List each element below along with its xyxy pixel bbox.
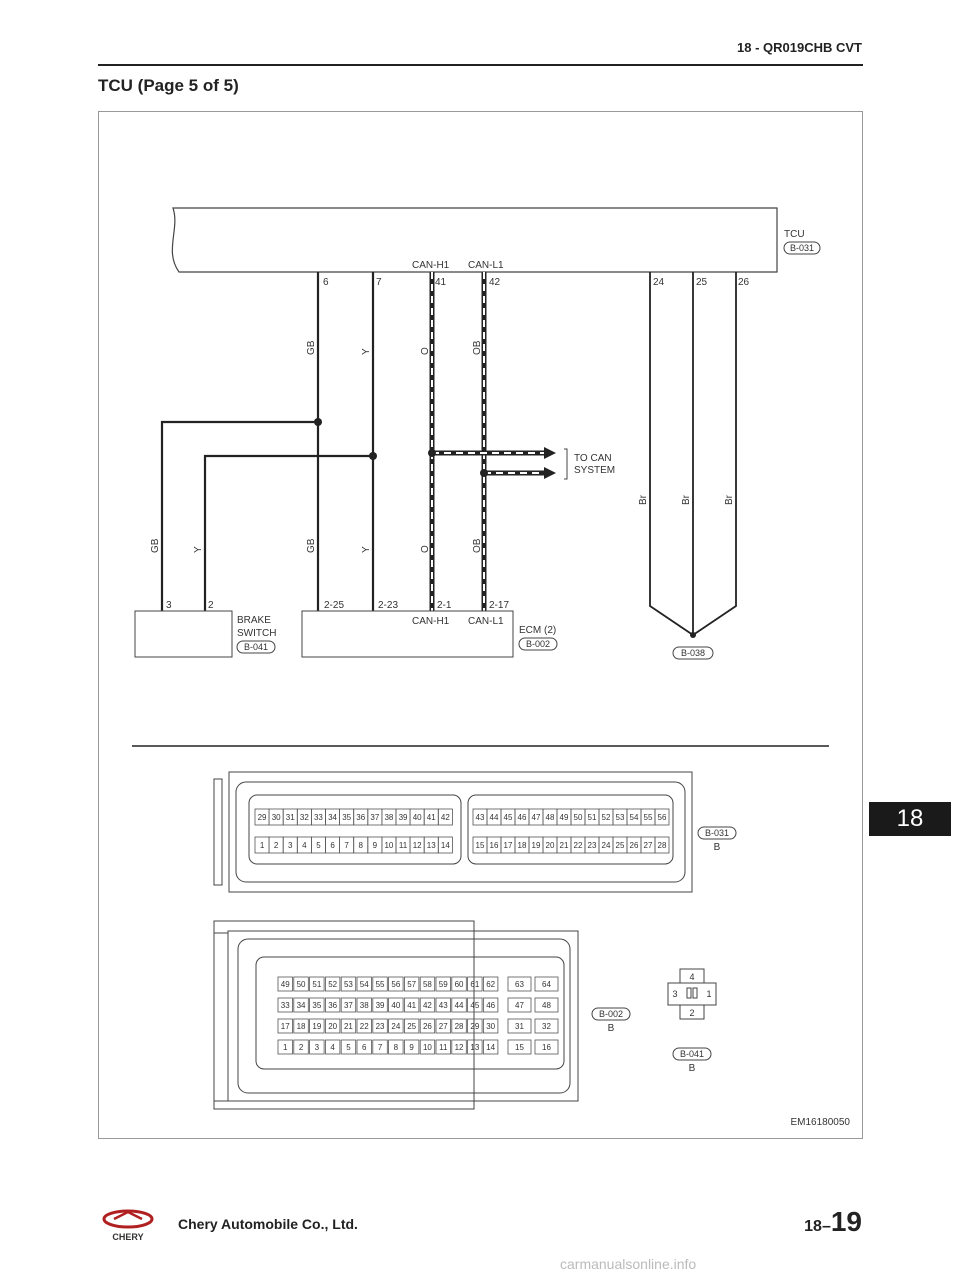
pin-number: 53 (615, 813, 625, 822)
pin-number: 1 (283, 1043, 288, 1052)
pin-number: 9 (409, 1043, 414, 1052)
pin-number: 27 (643, 841, 653, 850)
pin-number: 44 (454, 1001, 464, 1010)
pin-number: 36 (328, 1001, 338, 1010)
pin-number: 38 (384, 813, 394, 822)
pin-number: 35 (342, 813, 352, 822)
pin-number: 62 (486, 980, 496, 989)
wire-gb-branch (162, 422, 318, 611)
pin-number: 28 (657, 841, 667, 850)
pin-number: 29 (470, 1022, 480, 1031)
pin-number: 34 (296, 1001, 306, 1010)
to-can-label: SYSTEM (574, 465, 616, 476)
b002-sub: B (607, 1023, 615, 1034)
pin-number: 13 (426, 841, 436, 850)
pin-number: 2 (298, 1043, 304, 1052)
pin-number: 46 (486, 1001, 496, 1010)
pin-number: 17 (503, 841, 513, 850)
pin-number: 37 (370, 813, 380, 822)
chery-logo-icon (100, 1208, 160, 1244)
pin-number: 14 (440, 841, 450, 850)
tcu-pin: 6 (323, 277, 329, 288)
wire-label-br: Br (681, 495, 692, 505)
page-number: 18–19 (804, 1206, 862, 1237)
pin-number: 8 (358, 841, 363, 850)
pin-number: 4 (330, 1043, 335, 1052)
pin-number: 45 (470, 1001, 480, 1010)
pin-number: 33 (280, 1001, 290, 1010)
pin-number: 50 (296, 980, 306, 989)
pin-number: 42 (440, 813, 450, 822)
pin-number: 51 (312, 980, 322, 989)
pin-number: 64 (542, 980, 551, 989)
b041-pin: 4 (689, 972, 695, 982)
pin-number: 37 (343, 1001, 353, 1010)
pin-number: 21 (559, 841, 569, 850)
pin-number: 31 (285, 813, 295, 822)
can-l-arrow (544, 467, 556, 479)
pin-number: 59 (438, 980, 448, 989)
b041-sub: B (688, 1063, 696, 1074)
b041-code: B-041 (679, 1049, 705, 1059)
pin-number: 48 (542, 1001, 551, 1010)
can-h-ecm-label: CAN-H1 (412, 616, 450, 627)
pin-number: 6 (362, 1043, 367, 1052)
to-can-bracket (564, 449, 567, 479)
pin-number: 48 (545, 813, 555, 822)
brake-pin: 2 (208, 600, 214, 611)
pin-number: 24 (391, 1022, 401, 1031)
pin-number: 35 (312, 1001, 322, 1010)
pin-number: 60 (454, 980, 464, 989)
pin-number: 31 (515, 1022, 524, 1031)
pin-number: 55 (643, 813, 653, 822)
b031-sub: B (713, 842, 721, 853)
pin-number: 63 (515, 980, 524, 989)
pin-number: 24 (601, 841, 611, 850)
ecm-pin: 2-25 (324, 600, 345, 611)
pin-number: 19 (531, 841, 541, 850)
tcu-pin: 41 (435, 277, 447, 288)
wire-label-gb: GB (150, 538, 161, 553)
brake-label: BRAKE (237, 615, 271, 626)
pin-number: 13 (470, 1043, 480, 1052)
tcu-code: B-031 (789, 243, 815, 253)
wire-label-o: O (420, 347, 431, 355)
pin-number: 30 (486, 1022, 496, 1031)
pin-number: 4 (302, 841, 307, 850)
pin-number: 41 (426, 813, 436, 822)
brake-code: B-041 (243, 642, 269, 652)
brake-pin: 3 (166, 600, 172, 611)
pin-number: 49 (280, 980, 290, 989)
wire-label-gb: GB (306, 538, 317, 553)
wire-label-ob: OB (472, 538, 483, 553)
pin-number: 45 (503, 813, 513, 822)
pin-number: 40 (391, 1001, 401, 1010)
pin-number: 19 (312, 1022, 322, 1031)
pin-number: 14 (486, 1043, 496, 1052)
can-l-ecm-label: CAN-L1 (468, 616, 504, 627)
wiring-diagram (98, 111, 861, 1137)
pin-number: 47 (515, 1001, 524, 1010)
tcu-pin: 7 (376, 277, 382, 288)
wire-label-y: Y (361, 546, 372, 553)
pin-number: 33 (313, 813, 323, 822)
pin-number: 54 (629, 813, 639, 822)
pin-number: 3 (314, 1043, 320, 1052)
pin-number: 36 (356, 813, 366, 822)
pin-number: 23 (375, 1022, 385, 1031)
pin-number: 12 (412, 841, 422, 850)
pin-number: 43 (438, 1001, 448, 1010)
wire-label-ob: OB (472, 340, 483, 355)
pin-number: 21 (343, 1022, 353, 1031)
wire-br-24 (650, 272, 693, 635)
tcu-label: TCU (784, 229, 805, 240)
pin-number: 50 (573, 813, 583, 822)
pin-number: 18 (296, 1022, 306, 1031)
pin-number: 56 (657, 813, 667, 822)
ground-code: B-038 (680, 648, 706, 658)
wire-br-26 (693, 272, 736, 635)
pin-number: 57 (407, 980, 417, 989)
pin-number: 39 (398, 813, 408, 822)
tcu-pin: 26 (738, 277, 750, 288)
wire-label-br: Br (724, 495, 735, 505)
page-title: TCU (Page 5 of 5) (98, 76, 239, 95)
pin-number: 9 (372, 841, 378, 850)
b031-code: B-031 (704, 828, 730, 838)
pin-number: 30 (271, 813, 281, 822)
pin-number: 1 (259, 841, 265, 850)
pin-number: 29 (257, 813, 267, 822)
pin-number: 39 (375, 1001, 385, 1010)
wire-label-y: Y (193, 546, 204, 553)
wire-label-o: O (420, 545, 431, 553)
ecm-pin: 2-1 (437, 600, 452, 611)
can-h-top-label: CAN-H1 (412, 260, 450, 271)
pin-number: 5 (316, 841, 321, 850)
splice-gb (314, 418, 322, 426)
brake-label: SWITCH (237, 628, 277, 639)
pin-number: 3 (288, 841, 293, 850)
pin-number: 52 (328, 980, 338, 989)
pin-number: 54 (359, 980, 369, 989)
pin-number: 20 (328, 1022, 338, 1031)
pin-number: 47 (531, 813, 541, 822)
pin-number: 28 (454, 1022, 464, 1031)
connector-b002 (214, 921, 578, 1109)
pin-number: 22 (573, 841, 583, 850)
section-tab: 18 (869, 802, 951, 836)
pin-number: 43 (475, 813, 485, 822)
pin-number: 5 (346, 1043, 351, 1052)
figure-id: EM16180050 (790, 1117, 850, 1128)
header-rule (98, 64, 863, 66)
pin-number: 26 (629, 841, 639, 850)
section-header: 18 - QR019CHB CVT (737, 40, 862, 55)
logo-text: CHERY (112, 1232, 144, 1242)
pin-number: 16 (489, 841, 499, 850)
pin-number: 6 (330, 841, 335, 850)
can-h-arrow (544, 447, 556, 459)
can-l-top-label: CAN-L1 (468, 260, 504, 271)
pin-number: 25 (615, 841, 625, 850)
footer-company: Chery Automobile Co., Ltd. (178, 1216, 358, 1232)
wire-label-gb: GB (306, 340, 317, 355)
ecm-code: B-002 (525, 639, 551, 649)
pin-number: 23 (587, 841, 597, 850)
pin-number: 12 (454, 1043, 464, 1052)
pin-number: 53 (343, 980, 353, 989)
pin-number: 26 (422, 1022, 432, 1031)
ecm-pin: 2-17 (489, 600, 510, 611)
tcu-pin: 24 (653, 277, 665, 288)
pin-number: 17 (280, 1022, 290, 1031)
b002-code: B-002 (598, 1009, 624, 1019)
tcu-pin: 25 (696, 277, 708, 288)
brake-switch-box (135, 611, 232, 657)
pin-number: 41 (407, 1001, 417, 1010)
pin-number: 7 (344, 841, 349, 850)
pin-number: 32 (299, 813, 309, 822)
pin-number: 15 (475, 841, 485, 850)
pin-number: 49 (559, 813, 569, 822)
pin-number: 55 (375, 980, 385, 989)
splice-y (369, 452, 377, 460)
tcu-pin: 42 (489, 277, 501, 288)
to-can-label: TO CAN (574, 453, 612, 464)
splice-can-h (428, 449, 436, 457)
pin-number: 40 (412, 813, 422, 822)
pin-number: 10 (384, 841, 394, 850)
pin-number: 2 (273, 841, 279, 850)
pin-number: 15 (515, 1043, 524, 1052)
pin-number: 27 (438, 1022, 448, 1031)
connector-b031 (214, 772, 692, 892)
pin-number: 18 (517, 841, 527, 850)
wire-label-y: Y (361, 348, 372, 355)
b041-pin: 1 (706, 989, 712, 999)
b041-pin: 3 (672, 989, 678, 999)
watermark: carmanualsonline.info (560, 1256, 697, 1272)
pin-number: 51 (587, 813, 597, 822)
wire-y-branch (205, 456, 373, 611)
pin-number: 32 (542, 1022, 551, 1031)
ecm-pin: 2-23 (378, 600, 399, 611)
ecm-label: ECM (2) (519, 625, 557, 636)
pin-number: 44 (489, 813, 499, 822)
ground-point (690, 632, 696, 638)
pin-number: 25 (407, 1022, 417, 1031)
pin-number: 46 (517, 813, 527, 822)
pin-number: 22 (359, 1022, 369, 1031)
pin-number: 11 (398, 841, 408, 850)
connector-b041 (668, 969, 716, 1019)
pin-number: 16 (542, 1043, 551, 1052)
pin-number: 34 (328, 813, 338, 822)
b041-pin: 2 (689, 1008, 695, 1018)
splice-can-l (480, 469, 488, 477)
pin-number: 7 (377, 1043, 383, 1052)
wire-label-br: Br (638, 495, 649, 505)
pin-number: 8 (393, 1043, 399, 1052)
pin-number: 58 (422, 980, 432, 989)
pin-number: 20 (545, 841, 555, 850)
pin-number: 38 (359, 1001, 369, 1010)
pin-number: 42 (422, 1001, 432, 1010)
pin-number: 11 (439, 1043, 448, 1052)
pin-number: 10 (422, 1043, 432, 1052)
pin-number: 61 (470, 980, 480, 989)
pin-number: 52 (601, 813, 611, 822)
pin-number: 56 (391, 980, 401, 989)
